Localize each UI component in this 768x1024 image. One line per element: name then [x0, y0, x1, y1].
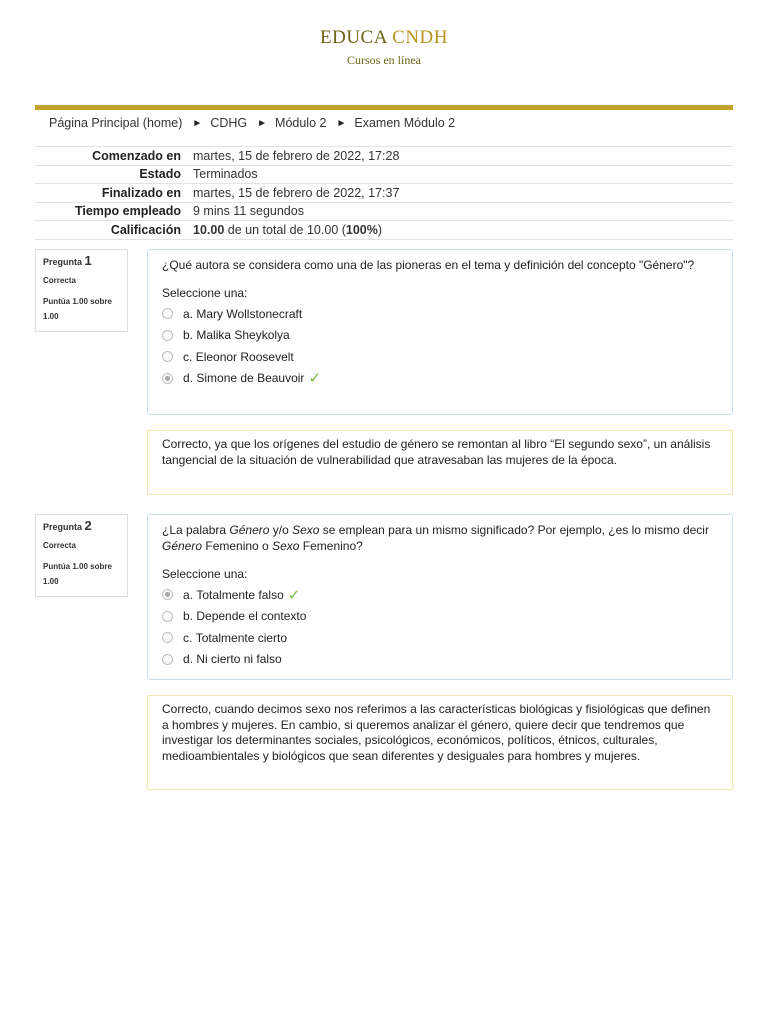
grade-text-mid: de un total de 10.00 (: [224, 222, 346, 237]
radio-button[interactable]: [162, 308, 173, 319]
answer-option-selected[interactable]: [162, 584, 718, 606]
question-number-value: 1: [84, 253, 92, 268]
summary-label: Finalizado en: [101, 185, 181, 200]
radio-button[interactable]: [162, 351, 173, 362]
answer-text: Depende el contexto: [196, 609, 307, 624]
answer-text: Totalmente cierto: [195, 630, 288, 645]
summary-row-grade: [35, 221, 733, 240]
attempt-summary-table: [35, 146, 733, 240]
answer-option[interactable]: [162, 346, 718, 368]
summary-grade-value: [193, 221, 733, 240]
radio-button[interactable]: [162, 632, 173, 643]
header-divider-bar: [35, 105, 733, 110]
grade-score: 10.00: [193, 222, 225, 237]
breadcrumb-home-link[interactable]: Página Principal (home): [49, 116, 183, 130]
answer-text: Mary Wollstonecraft: [196, 306, 303, 321]
question-label: Pregunta: [43, 257, 83, 267]
radio-button-checked[interactable]: [162, 373, 173, 384]
question-1-info: [35, 249, 128, 332]
summary-value: Terminados: [193, 167, 258, 182]
question-text-emphasis: Género: [229, 523, 270, 537]
breadcrumb-course-link[interactable]: CDHG: [210, 116, 248, 130]
question-state: Correcta: [43, 541, 76, 550]
answer-text: Simone de Beauvoir: [196, 371, 305, 386]
answer-letter: a.: [183, 306, 194, 321]
check-icon: ✓: [308, 370, 322, 388]
answer-letter: d.: [183, 371, 194, 386]
summary-row-state: [35, 165, 733, 184]
question-text: ¿Qué autora se considera como una de las pioneras en el tema y definición del concepto "Género"?: [162, 258, 695, 272]
question-2-info: [35, 514, 128, 597]
answer-prompt: Seleccione una:: [162, 286, 248, 300]
question-number: [43, 518, 120, 533]
triangle-right-icon: ►: [336, 117, 347, 129]
question-1-content: [147, 249, 733, 415]
radio-button-checked[interactable]: [162, 589, 173, 600]
breadcrumb-exam-link[interactable]: Examen Módulo 2: [354, 116, 456, 130]
summary-value: martes, 15 de febrero de 2022, 17:37: [193, 185, 400, 200]
question-state: Correcta: [43, 276, 76, 285]
question-text-emphasis: Género: [162, 539, 203, 553]
question-text-part: Femenino?: [299, 539, 363, 553]
grade-text-end: ): [377, 222, 383, 237]
question-text-part: ¿La palabra: [162, 523, 230, 537]
question-number: [43, 253, 120, 268]
question-grade: Puntúa 1.00 sobre 1.00: [43, 297, 112, 321]
question-text-part: y/o: [269, 523, 293, 537]
grade-percent: 100%: [345, 222, 378, 237]
answer-text: Malika Sheykolya: [196, 328, 290, 343]
summary-label: Comenzado en: [92, 148, 181, 163]
question-text-emphasis: Sexo: [292, 523, 320, 537]
answer-option[interactable]: [162, 325, 718, 347]
answer-option[interactable]: [162, 649, 718, 671]
site-subtitle: Cursos en línea: [347, 53, 421, 67]
answer-letter: c.: [183, 630, 193, 645]
breadcrumb: [49, 116, 455, 130]
answer-letter: c.: [183, 349, 193, 364]
question-1-feedback: Correcto, ya que los orígenes del estudio de género se remontan al libro “El segundo sexo”, un análisis tangencial de la situación de vulnerabilidad que atravesaban las mujeres de la época.: [147, 430, 733, 495]
answer-text: Totalmente falso: [196, 587, 284, 602]
check-icon: ✓: [287, 586, 301, 604]
question-text-part: Femenino o: [202, 539, 273, 553]
summary-row-started: [35, 147, 733, 166]
summary-value: 9 mins 11 segundos: [193, 204, 304, 219]
answer-text: Ni cierto ni falso: [196, 652, 282, 667]
question-2-content: [147, 514, 733, 680]
summary-value: martes, 15 de febrero de 2022, 17:28: [193, 148, 400, 163]
answer-option[interactable]: [162, 303, 718, 325]
answer-letter: d.: [183, 652, 194, 667]
radio-button[interactable]: [162, 611, 173, 622]
summary-label: Tiempo empleado: [74, 204, 181, 219]
site-title-educa: EDUCA: [320, 27, 387, 48]
answer-prompt: Seleccione una:: [162, 567, 248, 581]
answer-option-selected[interactable]: [162, 368, 718, 390]
answer-option[interactable]: [162, 606, 718, 628]
answer-text: Eleonor Roosevelt: [195, 349, 294, 364]
triangle-right-icon: ►: [192, 117, 203, 129]
question-2-feedback: Correcto, cuando decimos sexo nos referimos a las características biológicas y fisiológicas que definen a hombres y mujeres. En cambio, si queremos analizar el género, quiere decir que tendremos que investigar los determinantes sociales, psicológicos, económicos, políticos, étnicos, culturales, medioambientales y biológicos que sean diferentes y desiguales para hombres y mujeres.: [147, 695, 733, 790]
question-label: Pregunta: [43, 522, 83, 532]
answer-option[interactable]: [162, 627, 718, 649]
question-grade: Puntúa 1.00 sobre 1.00: [43, 562, 112, 586]
question-text-part: se emplean para un mismo significado? Por ejemplo, ¿es lo mismo decir: [319, 523, 709, 537]
radio-button[interactable]: [162, 330, 173, 341]
summary-label: Estado: [139, 167, 181, 182]
answer-letter: b.: [183, 328, 194, 343]
question-text: [162, 522, 718, 554]
question-number-value: 2: [84, 518, 92, 533]
triangle-right-icon: ►: [257, 117, 268, 129]
summary-row-finished: [35, 184, 733, 203]
answer-letter: a.: [183, 587, 194, 602]
site-header: [0, 0, 768, 78]
radio-button[interactable]: [162, 654, 173, 665]
breadcrumb-module-link[interactable]: Módulo 2: [275, 116, 327, 130]
question-text-emphasis: Sexo: [272, 539, 300, 553]
summary-row-time-taken: [35, 202, 733, 221]
summary-label: Calificación: [110, 222, 181, 237]
site-title-cndh: CNDH: [392, 27, 448, 48]
answer-letter: b.: [183, 609, 194, 624]
site-title: [0, 27, 768, 49]
